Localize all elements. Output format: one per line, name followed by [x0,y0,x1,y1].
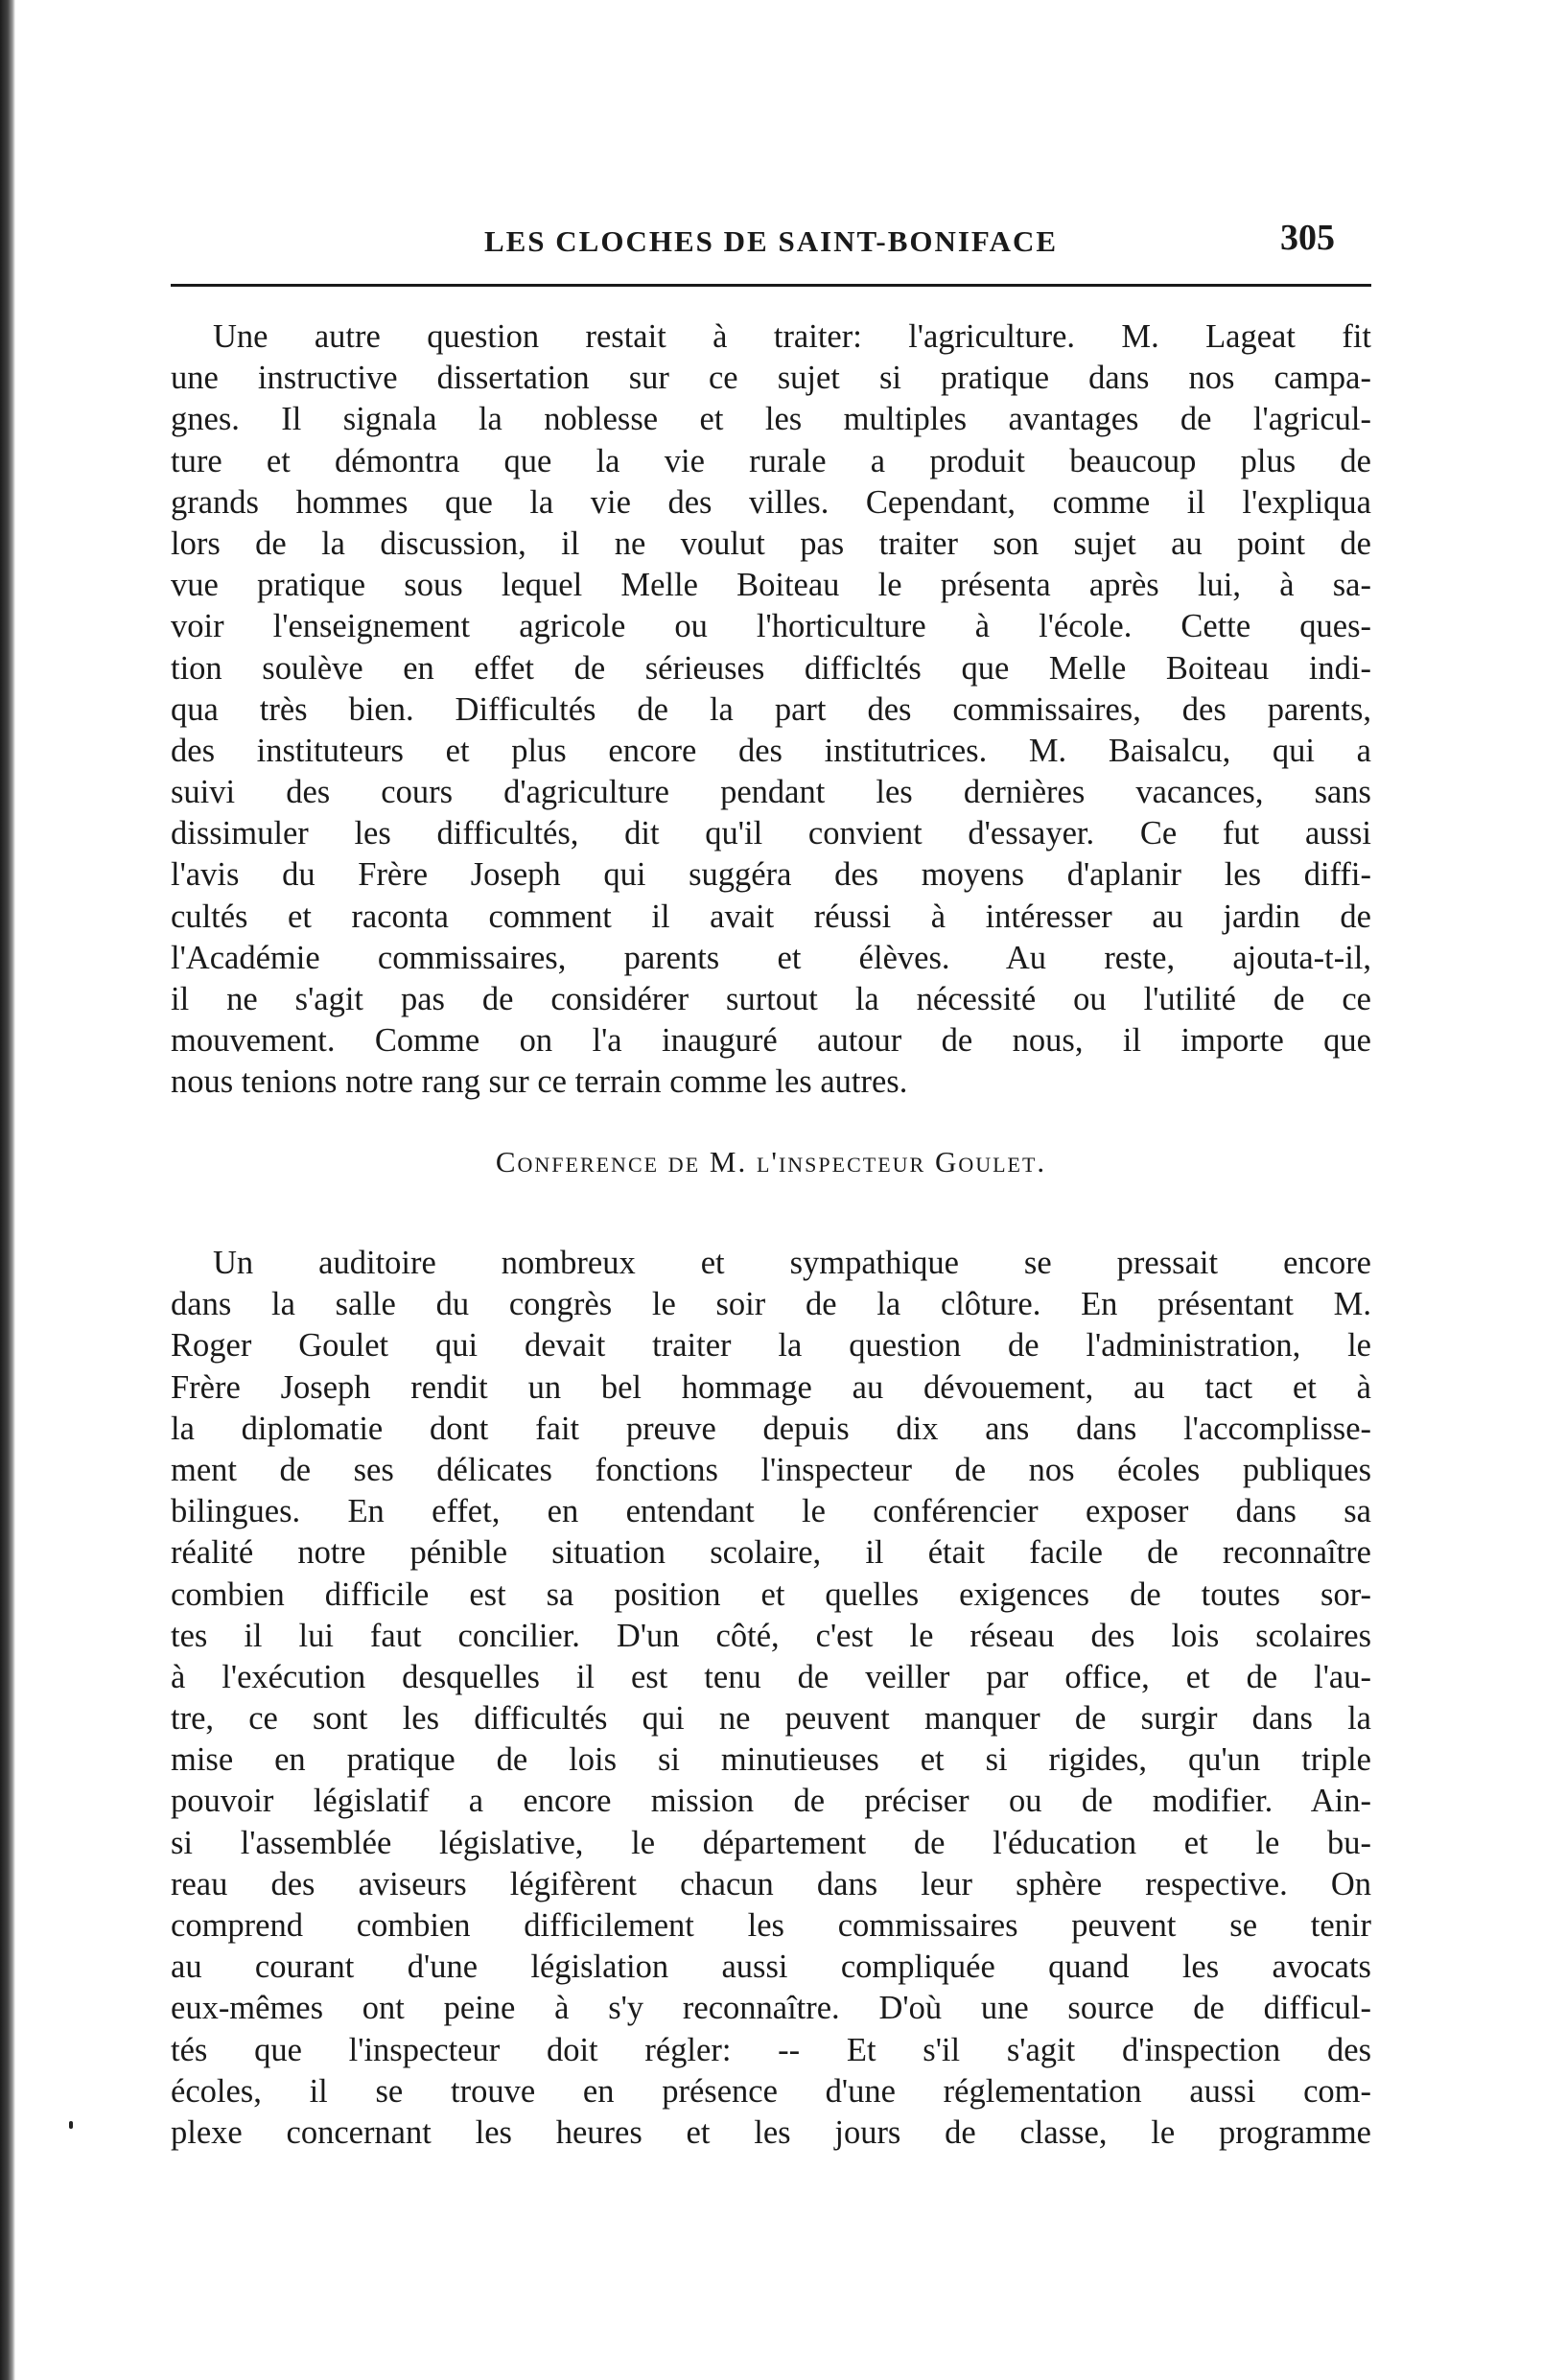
header-rule [171,284,1371,287]
text-line: lors de la discussion, il ne voulut pas traiter son sujet au point de [171,525,1371,562]
text-line: voir l'enseignement agricole ou l'horticulture à l'école. Cette ques- [171,608,1371,645]
text-line: plexe concernant les heures et les jours de classe, le programme [171,2113,1371,2151]
page-binding-edge [0,0,15,2380]
text-line: Roger Goulet qui devait traiter la question de l'administration, le [171,1327,1371,1365]
text-line: au courant d'une législation aussi compliquée quand les avocats [171,1948,1371,1986]
text-line: grands hommes que la vie des villes. Cependant, comme il l'expliqua [171,483,1371,521]
text-line: dissimuler les difficultés, dit qu'il convient d'essayer. Ce fut aussi [171,815,1371,852]
text-line: Un auditoire nombreux et sympathique se pressait encore [213,1245,1371,1281]
text-line: cultés et raconta comment il avait réussi à intéresser au jardin de [171,898,1371,935]
text-line: ture et démontra que la vie rurale a produit beaucoup plus de [171,442,1371,479]
text-line: des instituteurs et plus encore des institutrices. M. Baisalcu, qui a [171,732,1371,769]
text-line: eux-mêmes ont peine à s'y reconnaître. D'où une source de difficul- [171,1990,1371,2027]
text-line: écoles, il se trouve en présence d'une réglementation aussi com- [171,2072,1371,2110]
text-line: tre, ce sont les difficultés qui ne peuvent manquer de surgir dans la [171,1700,1371,1738]
text-line: ment de ses délicates fonctions l'inspecteur de nos écoles publiques [171,1451,1371,1488]
text-line: pouvoir législatif a encore mission de préciser ou de modifier. Ain- [171,1783,1371,1820]
text-line: tés que l'inspecteur doit régler: -- Et s'il s'agit d'inspection des [171,2031,1371,2068]
text-line: comprend combien difficilement les commissaires peuvent se tenir [171,1907,1371,1944]
text-line: une instructive dissertation sur ce sujet si pratique dans nos campa- [171,360,1371,397]
text-line: dans la salle du congrès le soir de la clôture. En présentant M. [171,1286,1371,1323]
text-line: la diplomatie dont fait preuve depuis dix ans dans l'accomplisse- [171,1410,1371,1447]
text-line: mouvement. Comme on l'a inauguré autour de nous, il importe que [171,1022,1371,1060]
text-line: qua très bien. Difficultés de la part des commissaires, des parents, [171,690,1371,728]
running-title: LES CLOCHES DE SAINT-BONIFACE [483,224,1059,258]
page-number: 305 [1280,218,1335,258]
running-head [171,217,1371,267]
section-heading: Conference de M. l'inspecteur Goulet. [495,1145,1047,1178]
book-page [171,0,1371,2380]
text-line: réalité notre pénible situation scolaire, il était facile de reconnaître [171,1534,1371,1572]
text-line: si l'assemblée législative, le département de l'éducation et le bu- [171,1824,1371,1861]
text-line: Une autre question restait à traiter: l'agriculture. M. Lageat fit [213,318,1371,355]
text-line: gnes. Il signala la noblesse et les multiples avantages de l'agricul- [171,401,1371,438]
text-line: tes il lui faut concilier. D'un côté, c'est le réseau des lois scolaires [171,1617,1371,1654]
text-line: bilingues. En effet, en entendant le conférencier exposer dans sa [171,1493,1371,1530]
text-line: tion soulève en effet de sérieuses difficltés que Melle Boiteau indi- [171,649,1371,687]
text-line: combien difficile est sa position et quelles exigences de toutes sor- [171,1575,1371,1613]
text-line: l'Académie commissaires, parents et élèves. Au reste, ajouta-t-il, [171,939,1371,976]
paragraph-conference [171,1243,1371,2154]
ink-speck [69,2121,73,2129]
paragraph-agriculture [171,316,1371,1104]
text-line: reau des aviseurs légifèrent chacun dans leur sphère respective. On [171,1865,1371,1902]
text-line: suivi des cours d'agriculture pendant les dernières vacances, sans [171,774,1371,811]
text-line: mise en pratique de lois si minutieuses et si rigides, qu'un triple [171,1741,1371,1779]
text-line: il ne s'agit pas de considérer surtout la nécessité ou l'utilité de ce [171,981,1371,1017]
text-line: nous tenions notre rang sur ce terrain comme les autres. [171,1063,908,1101]
text-line: à l'exécution desquelles il est tenu de veiller par office, et de l'au- [171,1658,1371,1695]
text-line: vue pratique sous lequel Melle Boiteau le présenta après lui, à sa- [171,567,1371,604]
text-line: l'avis du Frère Joseph qui suggéra des moyens d'aplanir les diffi- [171,856,1371,894]
text-line: Frère Joseph rendit un bel hommage au dévouement, au tact et à [171,1368,1371,1406]
